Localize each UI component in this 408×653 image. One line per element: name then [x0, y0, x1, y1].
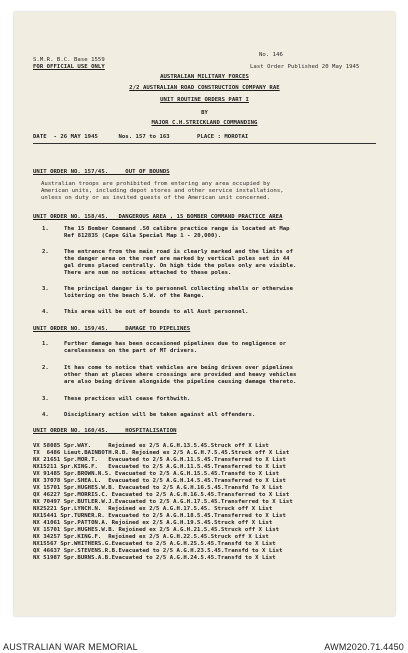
order-160-title: UNIT ORDER NO. 160/45. HOSPITALISATION [33, 428, 177, 434]
heading-commander: MAJOR C.H.STRICKLAND COMMANDING [151, 120, 258, 126]
heading-unit-name: 2/2 AUSTRALIAN ROAD CONSTRUCTION COMPANY RAE [129, 85, 280, 91]
order-157-line: unless on duty or as invited guests of the American unit concerned. [41, 195, 270, 201]
order-159-item-number: 3. [42, 396, 49, 402]
hospital-row: NX 70497 Spr.BUTLER.W.J.Evacuated to 2/5 A.G.H.17.5.45.Transferred to X List [33, 499, 293, 505]
order-158-item-line: The principal danger is to personnel collecting shells or otherwise [64, 286, 293, 292]
order-159-title: UNIT ORDER NO. 159/45. DAMAGE TO PIPELINES [33, 326, 191, 332]
hospital-row: NX 34257 Spr.KING.F. Rejoined ex 2/5 A.G.H.22.5.45.Struck off X List [33, 534, 269, 540]
hospital-row: NX15211 Spr.KING.F. Evacuated to 2/5 A.G.H.11.5.45.Transferred to X List [33, 464, 286, 470]
order-159-item-line: carelessness on the part of MT drivers. [64, 348, 198, 354]
heading-military-forces: AUSTRALIAN MILITARY FORCES [160, 74, 249, 80]
hospital-row: QX 46637 Spr.STEVENS.R.B.Evacuated to 2/5 A.G.H.23.5.45.Transfd to X List [33, 548, 283, 554]
order-159-item-line: Further damage has been occasioned pipelines due to negligence or [64, 341, 287, 347]
order-157-title: UNIT ORDER NO. 157/45. OUT OF BOUNDS [33, 169, 170, 175]
order-158-item-line: the danger area on the reef are marked by vertical poles set in 44 [64, 256, 290, 262]
date-rule [33, 143, 376, 144]
order-159-item-number: 2. [42, 365, 49, 371]
classification-line: FOR OFFICIAL USE ONLY [33, 64, 105, 70]
order-158-item-number: 2. [42, 249, 49, 255]
order-158-item-line: There are num no notices attached to these poles. [64, 270, 232, 276]
footer-accession-number: AWM2020.71.4450 [324, 642, 404, 652]
order-158-item-line: The 15 Bomber Command .50 calibre practice range is located at Map [64, 226, 290, 232]
order-159-item-line: other than at places where crossings are provided and heavy vehicles [64, 372, 297, 378]
order-158-item-line: Ref 812835 (Cape Gila Special Map 1 - 20,000). [64, 233, 222, 239]
reference-line: S.M.R. B.C. Base 1559 [33, 57, 105, 63]
hospital-row: VX 91485 Spr.BROWN.N.S. Evacuated to 2/5 A.G.H.15.5.45.Transfd to X List [33, 471, 280, 477]
hospital-row: QX 46227 Spr.MORRIS.C. Evacuated to 2/5 A.G.H.16.5.45.Transferred to X List [33, 492, 290, 498]
hospital-row: NX15441 Spr.TURNER.R. Evacuated to 2/5 A.G.H.18.5.45.Transferred to X List [33, 513, 286, 519]
order-158-item-line: gal drums placed centrally. On high tide the poles only are visible. [64, 263, 297, 269]
hospital-row: VX 58085 Spr.WAY. Rejoined ex 2/5 A.G.H.13.5.45.Struck off X List [33, 443, 269, 449]
order-157-line: American units, including depot stores and other service installations, [41, 188, 284, 194]
heading-by: BY [201, 110, 208, 116]
hospital-row: NX 37078 Spr.SHEA.L. Evacuated to 2/5 A.G.H.14.5.45.Transferred to X List [33, 478, 286, 484]
heading-routine-orders: UNIT ROUTINE ORDERS PART I [160, 97, 249, 103]
footer-archive-name: AUSTRALIAN WAR MEMORIAL [3, 642, 138, 652]
hospital-row: NX15567 Spr.WHITHERS.G.Evacuated to 2/5 A.G.H.25.5.45.Transfd to X List [33, 541, 276, 547]
order-158-item-number: 3. [42, 286, 49, 292]
order-158-item-line: The entrance from the main road is clearly marked and the limits of [64, 249, 293, 255]
date-line: DATE - 26 MAY 1945 Nos. 157 to 163 PLACE : MOROTAI [33, 134, 249, 140]
hospital-row: NX 41061 Spr.PATTON.A. Rejoined ex 2/5 A.G.H.19.5.45.Struck off X List [33, 520, 273, 526]
last-order-line: Last Order Published 20 May 1945 [250, 64, 360, 70]
order-158-item-line: loitering on the beach S.W. of the Range. [64, 293, 205, 299]
order-157-line: Australian troops are prohibited from entering any area occupied by [41, 181, 270, 187]
order-158-item-number: 1. [42, 226, 49, 232]
hospital-row: VX 15701 Spr.HUGHES.W.B. Rejoined ex 2/5 A.G.H.21.5.45.Struck off X List [33, 527, 280, 533]
order-159-item-number: 4. [42, 412, 49, 418]
order-158-item-number: 4. [42, 309, 49, 315]
hospital-row: TX 6486 Lieut.BAINBOTH.R.B. Rejoined ex 2/5 A.G.H.7.5.45.Struck off X List [33, 450, 290, 456]
copy-number: No. 146 [259, 52, 283, 58]
hospital-row: NX 21651 Spr.MOR.T. Evacuated to 2/5 A.G.H.11.5.45.Transferred to X List [33, 457, 286, 463]
order-158-title: UNIT ORDER NO. 158/45. DANGEROUS AREA , 15 BOMBER COMMAND PRACTICE AREA [33, 214, 283, 220]
hospital-row: NX25221 Spr.LYNCH.N. Rejoined ex 2/5 A.G.H.17.5.45. Struck off X List [33, 506, 273, 512]
order-159-item-line: Disciplinary action will be taken against all offenders. [64, 412, 256, 418]
order-159-item-line: These practices will cease forthwith. [64, 396, 191, 402]
hospital-row: NX 51987 Spr.BURNS.A.B.Evacuated to 2/5 A.G.H.24.5.45.Transfd to X List [33, 555, 276, 561]
order-158-item-line: This area will be out of bounds to all Aust personnel. [64, 309, 249, 315]
order-159-item-line: It has come to notice that vehicles are being driven over pipelines [64, 365, 293, 371]
hospital-row: VX 15701 Spr.HUGHES.W.B. Evacuated to 2/5 A.G.H.16.5.45.Transfd To X List [33, 485, 283, 491]
order-159-item-number: 1. [42, 341, 49, 347]
document-page [14, 12, 395, 616]
order-159-item-line: are also being driven alongside the pipeline causing damage thereto. [64, 379, 297, 385]
